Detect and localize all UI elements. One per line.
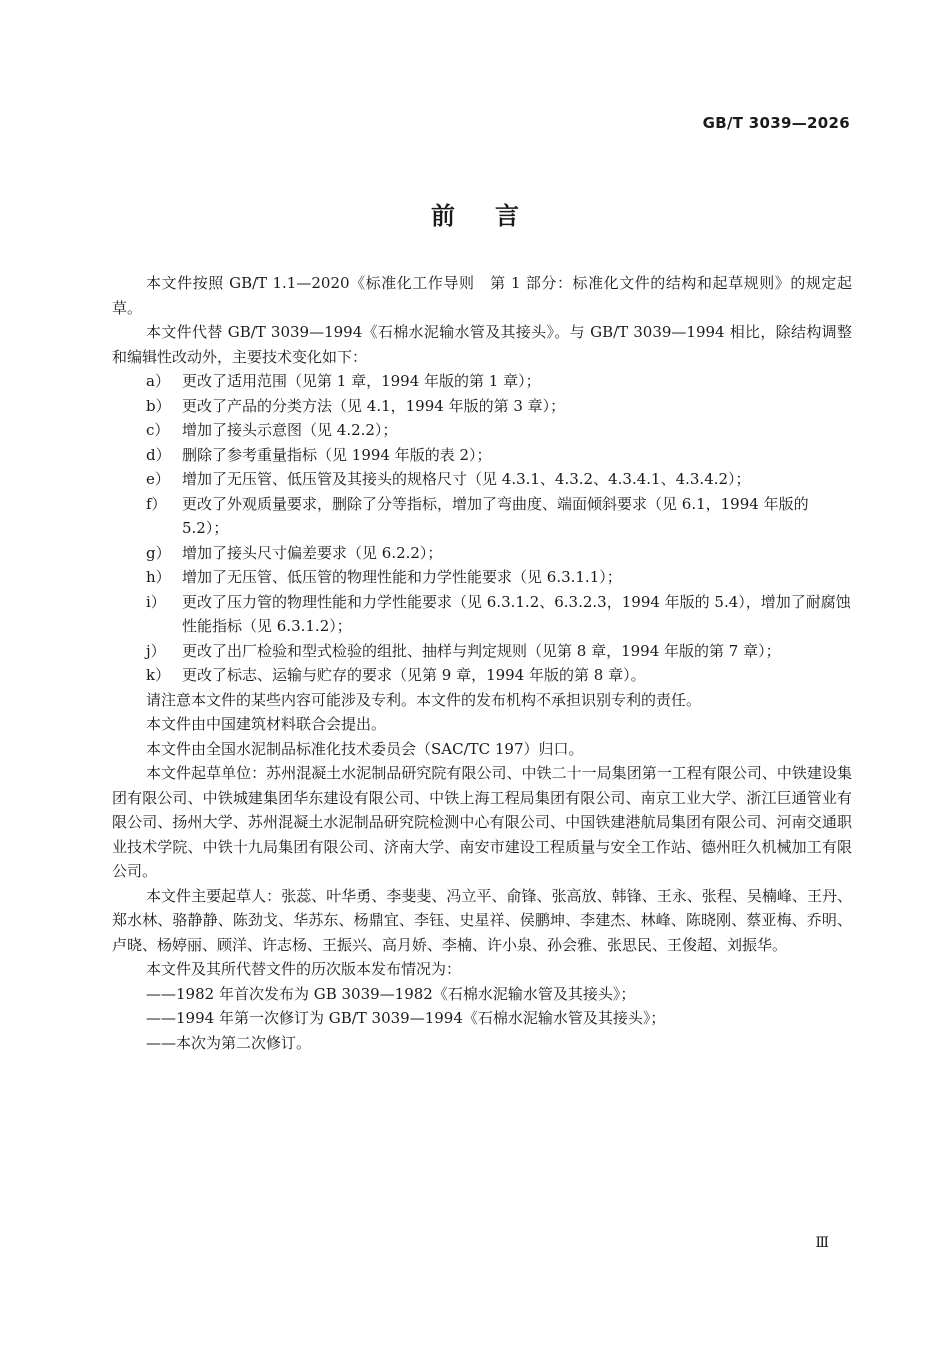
list-item-text: 更改了标志、运输与贮存的要求（见第 9 章，1994 年版的第 8 章）。: [182, 666, 646, 684]
history-intro: 本文件及其所代替文件的历次版本发布情况为：: [146, 960, 462, 978]
history-list: [112, 982, 852, 1056]
list-item-text: 更改了压力管的物理性能和力学性能要求（见 6.3.1.2、6.3.2.3，1994 年版的 5.4），增加了耐腐蚀性能指标（见 6.3.1.2）；: [182, 592, 851, 635]
drafters-paragraph: 本文件主要起草人：张蕊、叶华勇、李斐斐、冯立平、俞锋、张高放、韩锋、王永、张程、吴楠峰、王丹、郑水林、骆静静、陈劲戈、华苏东、杨鼎宜、李钰、史星祥、侯鹏坤、李建杰、林峰、陈晓刚、蔡亚梅、乔明、卢晓、杨婷丽、顾洋、许志杨、王振兴、高月娇、李楠、许小泉、孙会雅、张思民、王俊超、刘振华。: [112, 886, 852, 954]
list-marker: d）: [146, 445, 171, 464]
list-item: [112, 541, 852, 566]
changes-list: [112, 369, 852, 688]
list-item-text: 更改了产品的分类方法（见 4.1，1994 年版的第 3 章）；: [182, 396, 566, 415]
standard-code: GB/T 3039—2026: [702, 114, 850, 132]
page-number: Ⅲ: [815, 1235, 829, 1251]
list-item: [112, 663, 852, 688]
list-item: [112, 418, 852, 443]
intro-paragraph-2: 本文件代替 GB/T 3039—1994《石棉水泥输水管及其接头》。与 GB/T 3039—1994 相比，除结构调整和编辑性改动外，主要技术变化如下：: [112, 323, 852, 366]
list-item: ——本次为第二次修订。: [146, 1033, 312, 1052]
list-item-text: 增加了无压管、低压管的物理性能和力学性能要求（见 6.3.1.1）；: [182, 568, 622, 586]
list-marker: i）: [146, 592, 166, 611]
list-item-text: 删除了参考重量指标（见 1994 年版的表 2）；: [182, 445, 492, 464]
intro-paragraph-1: 本文件按照 GB/T 1.1—2020《标准化工作导则 第 1 部分：标准化文件的结构和起草规则》的规定起草。: [112, 274, 852, 317]
list-item: [112, 467, 852, 492]
administrator-paragraph: 本文件由全国水泥制品标准化技术委员会（SAC/TC 197）归口。: [146, 739, 584, 758]
list-marker: b）: [146, 396, 171, 415]
list-item-text: 更改了外观质量要求，删除了分等指标，增加了弯曲度、端面倾斜要求（见 6.1，1994 年版的 5.2）；: [182, 494, 809, 537]
proposer-paragraph: 本文件由中国建筑材料联合会提出。: [146, 715, 387, 733]
list-item-text: 增加了接头示意图（见 4.2.2）；: [182, 421, 398, 439]
list-marker: c）: [146, 421, 170, 439]
list-item: [112, 492, 852, 541]
list-item: [112, 565, 852, 590]
list-item-text: 更改了适用范围（见第 1 章，1994 年版的第 1 章）；: [182, 372, 541, 390]
list-marker: j）: [146, 641, 166, 660]
list-marker: f）: [146, 494, 167, 513]
list-marker: g）: [146, 543, 171, 562]
list-item-text: 增加了无压管、低压管及其接头的规格尺寸（见 4.3.1、4.3.2、4.3.4.1、4.3.4.2）；: [182, 470, 751, 488]
list-item: [112, 590, 852, 639]
list-item: ——1994 年第一次修订为 GB/T 3039—1994《石棉水泥输水管及其接头》；: [146, 1009, 666, 1027]
patent-notice: 请注意本文件的某些内容可能涉及专利。本文件的发布机构不承担识别专利的责任。: [146, 690, 702, 709]
page-title: 前言: [431, 202, 559, 230]
list-item: [112, 369, 852, 394]
list-marker: a）: [146, 372, 170, 390]
list-item: [112, 639, 852, 664]
document-body: [112, 271, 852, 1055]
list-item: [112, 443, 852, 468]
drafting-units-paragraph: 本文件起草单位：苏州混凝土水泥制品研究院有限公司、中铁二十一局集团第一工程有限公司、中铁建设集团有限公司、中铁城建集团华东建设有限公司、中铁上海工程局集团有限公司、南京工业大学、浙江巨通管业有限公司、扬州大学、苏州混凝土水泥制品研究院检测中心有限公司、中国铁建港航局集团有限公司、河南交通职业技术学院、中铁十九局集团有限公司、济南大学、南安市建设工程质量与安全工作站、德州旺久机械加工有限公司。: [112, 764, 852, 880]
list-item-text: 增加了接头尺寸偏差要求（见 6.2.2）；: [182, 543, 443, 562]
list-marker: h）: [146, 568, 171, 586]
list-item: [112, 394, 852, 419]
list-item: ——1982 年首次发布为 GB 3039—1982《石棉水泥输水管及其接头》；: [146, 984, 636, 1003]
list-item-text: 更改了出厂检验和型式检验的组批、抽样与判定规则（见第 8 章，1994 年版的第 7 章）；: [182, 641, 781, 660]
list-marker: k）: [146, 666, 171, 684]
list-marker: e）: [146, 470, 170, 488]
